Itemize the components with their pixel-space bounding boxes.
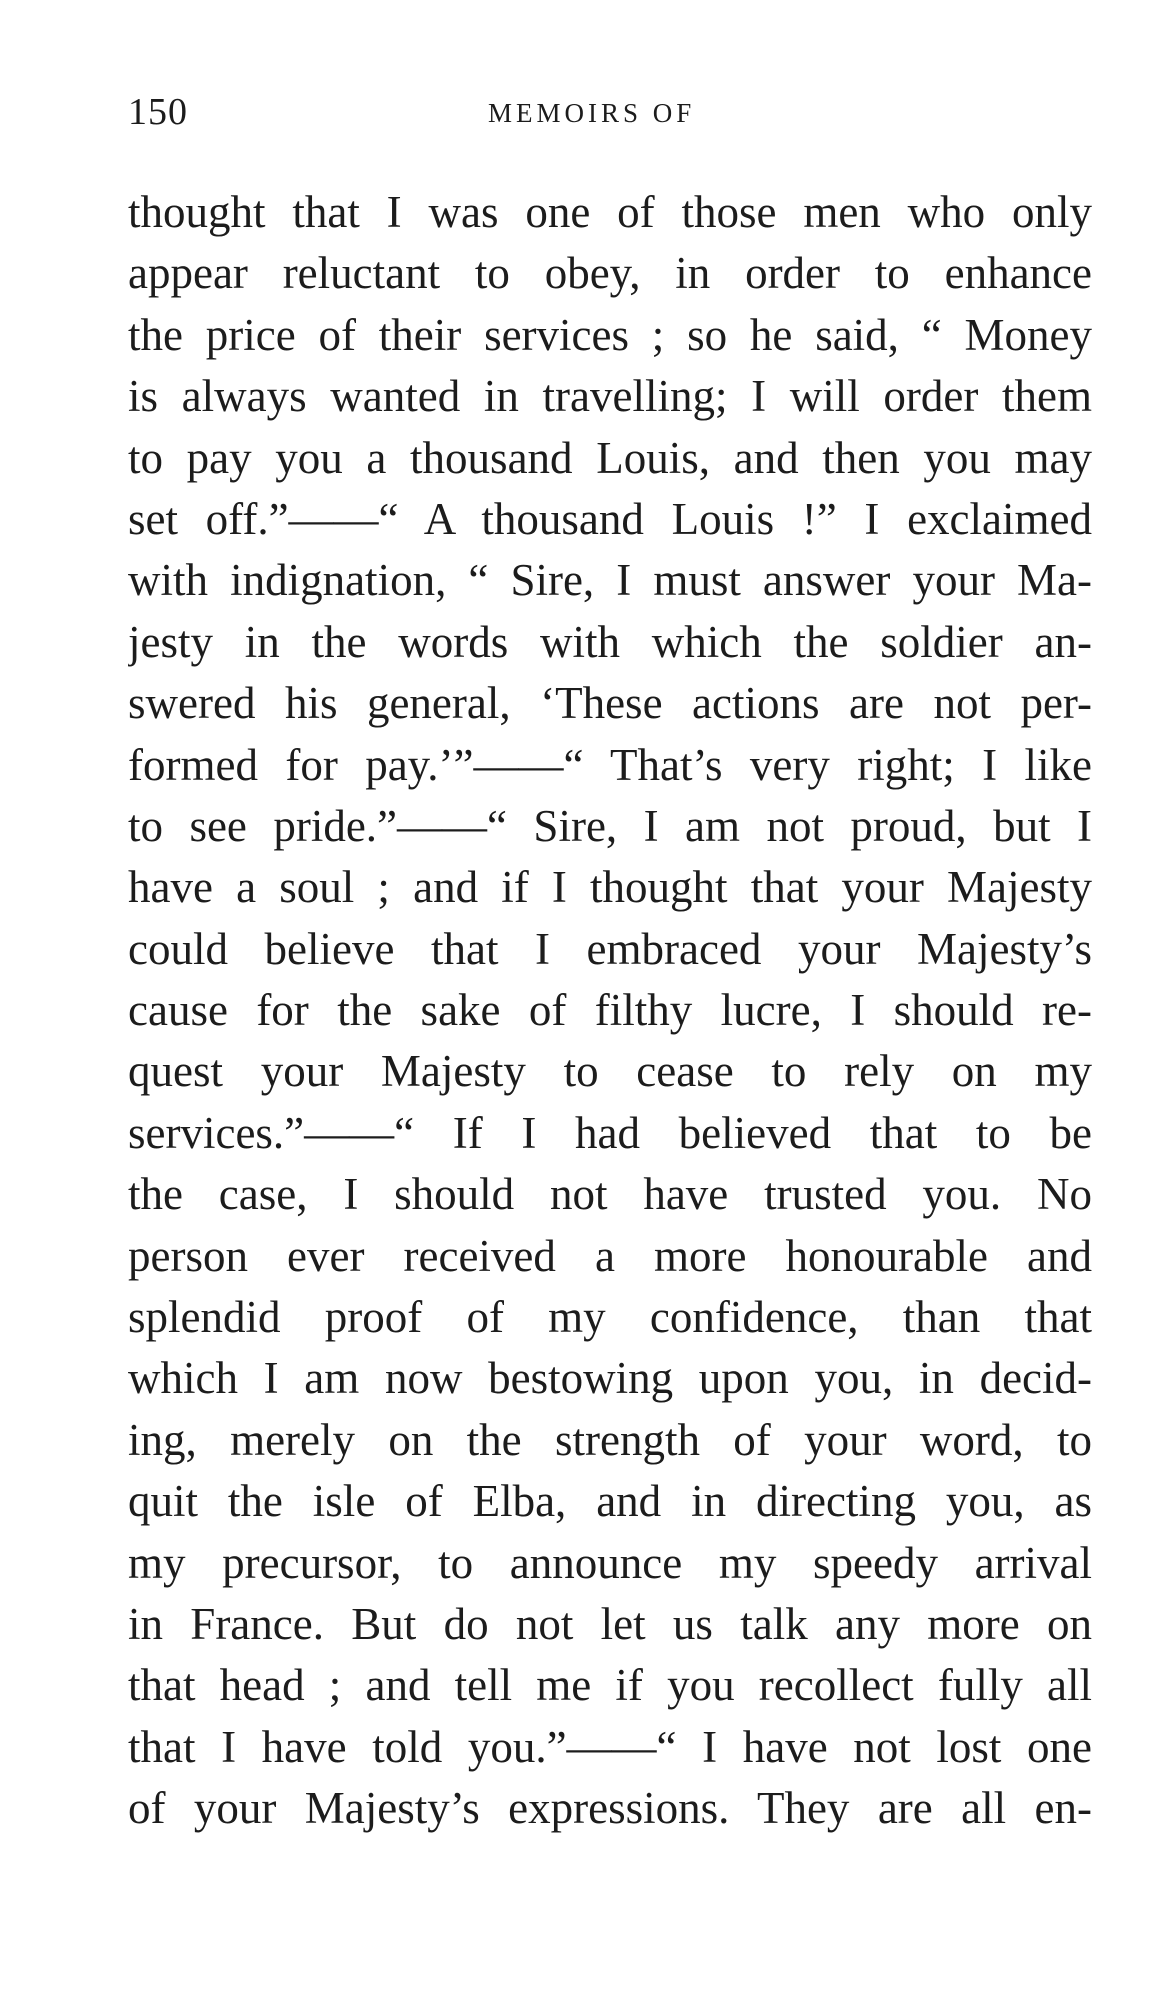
text-line: formed for pay.’”——“ That’s very right; I like	[128, 739, 1092, 790]
text-line: the price of their services ; so he said, “ Money	[128, 309, 1092, 360]
text-line: the case, I should not have trusted you. No	[128, 1169, 1092, 1220]
text-line: of your Majesty’s expressions. They are all en-	[128, 1783, 1092, 1834]
text-line: in France. But do not let us talk any more on	[128, 1598, 1092, 1649]
running-head	[128, 90, 1098, 140]
text-line: have a soul ; and if I thought that your Majesty	[128, 862, 1092, 913]
text-line: to pay you a thousand Louis, and then you may	[128, 432, 1092, 483]
text-line: services.”——“ If I had believed that to be	[128, 1107, 1092, 1158]
text-line: person ever received a more honourable and	[128, 1230, 1092, 1281]
text-line: which I am now bestowing upon you, in decid-	[128, 1353, 1092, 1404]
text-line: cause for the sake of filthy lucre, I should re-	[128, 985, 1092, 1036]
text-line: set off.”——“ A thousand Louis !” I exclaimed	[128, 493, 1092, 544]
body-text	[128, 182, 1092, 1840]
text-line: to see pride.”——“ Sire, I am not proud, but I	[128, 800, 1092, 851]
text-line: splendid proof of my confidence, than that	[128, 1292, 1092, 1343]
text-line: quest your Majesty to cease to rely on my	[128, 1046, 1092, 1097]
running-title: MEMOIRS OF	[488, 98, 696, 128]
text-line: that head ; and tell me if you recollect fully all	[128, 1660, 1092, 1711]
text-line: appear reluctant to obey, in order to enhance	[128, 248, 1092, 299]
text-line: my precursor, to announce my speedy arrival	[128, 1537, 1092, 1588]
text-line: that I have told you.”——“ I have not lost one	[128, 1721, 1092, 1772]
text-line: thought that I was one of those men who only	[128, 187, 1092, 237]
text-line: ing, merely on the strength of your word, to	[128, 1414, 1092, 1465]
text-line: could believe that I embraced your Majesty’s	[128, 923, 1092, 974]
text-line: is always wanted in travelling; I will order them	[128, 371, 1092, 422]
text-line: swered his general, ‘These actions are not per-	[128, 678, 1092, 729]
text-line: quit the isle of Elba, and in directing you, as	[128, 1476, 1092, 1527]
text-line: jesty in the words with which the soldier an-	[128, 616, 1092, 667]
page-number: 150	[128, 91, 188, 133]
text-line: with indignation, “ Sire, I must answer your Ma-	[128, 555, 1092, 606]
